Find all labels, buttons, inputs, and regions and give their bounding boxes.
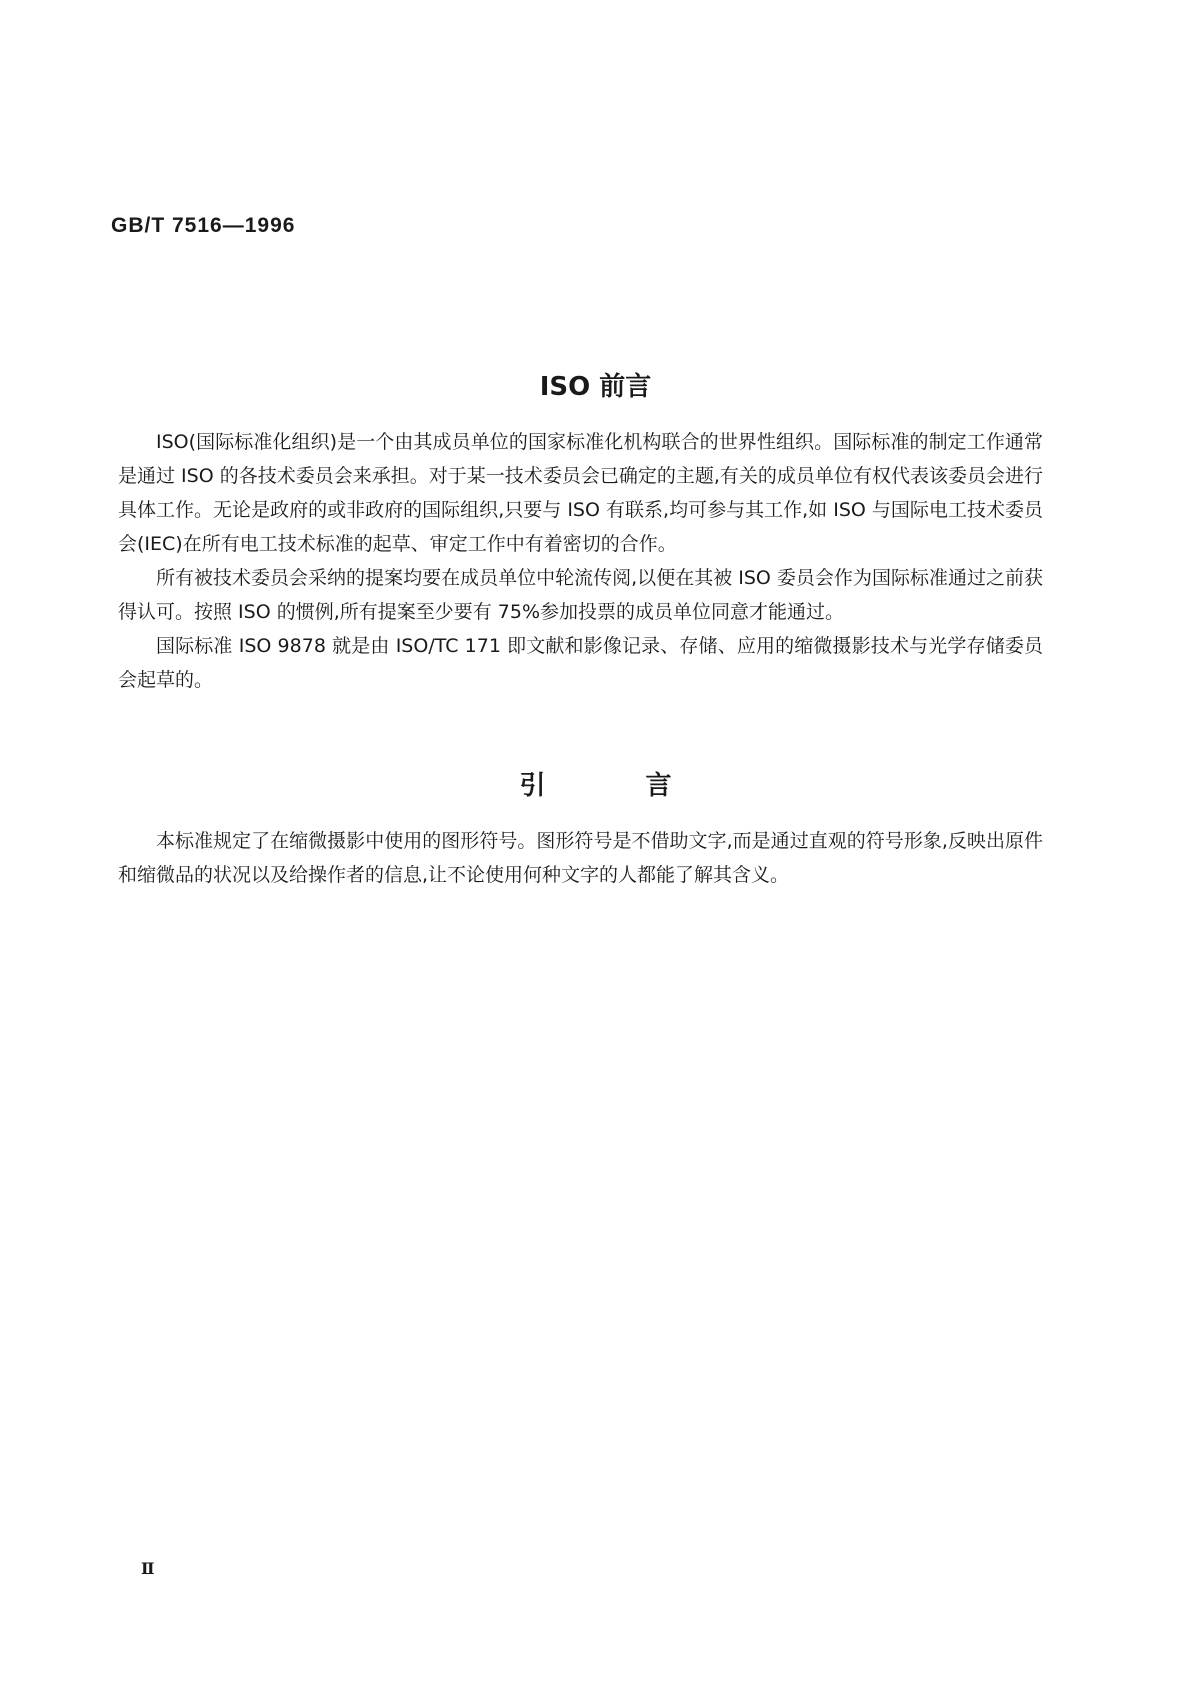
iso-foreword-paragraph: 所有被技术委员会采纳的提案均要在成员单位中轮流传阅,以便在其被 ISO 委员会作为国际标准通过之前获得认可。按照 ISO 的惯例,所有提案至少要有 75%参加投票的成员单位同意才能通过。 [118, 567, 1043, 623]
iso-foreword-paragraph: ISO(国际标准化组织)是一个由其成员单位的国家标准化机构联合的世界性组织。国际标准的制定工作通常是通过 ISO 的各技术委员会来承担。对于某一技术委员会已确定的主题,有关的成员单位有权代表该委员会进行具体工作。无论是政府的或非政府的国际组织,只要与 ISO 有联系,均可参与其工作,如 ISO 与国际电工技术委员会(IEC)在所有电工技术标准的起草、审定工作中有着密切的合作。 [118, 431, 1043, 555]
iso-foreword-title: ISO 前言 [539, 372, 652, 402]
introduction-body [118, 824, 1043, 892]
page-number: Ⅱ [141, 1559, 155, 1578]
introduction-title [0, 765, 1191, 802]
iso-foreword-body [118, 425, 1043, 697]
iso-foreword-paragraph: 国际标准 ISO 9878 就是由 ISO/TC 171 即文献和影像记录、存储、应用的缩微摄影技术与光学存储委员会起草的。 [118, 635, 1043, 691]
introduction-paragraph: 本标准规定了在缩微摄影中使用的图形符号。图形符号是不借助文字,而是通过直观的符号形象,反映出原件和缩微品的状况以及给操作者的信息,让不论使用何种文字的人都能了解其含义。 [118, 830, 1043, 886]
introduction-title-right: 言 [645, 771, 672, 801]
standard-code: GB/T 7516—1996 [111, 214, 296, 237]
introduction-title-left: 引 [519, 771, 546, 801]
